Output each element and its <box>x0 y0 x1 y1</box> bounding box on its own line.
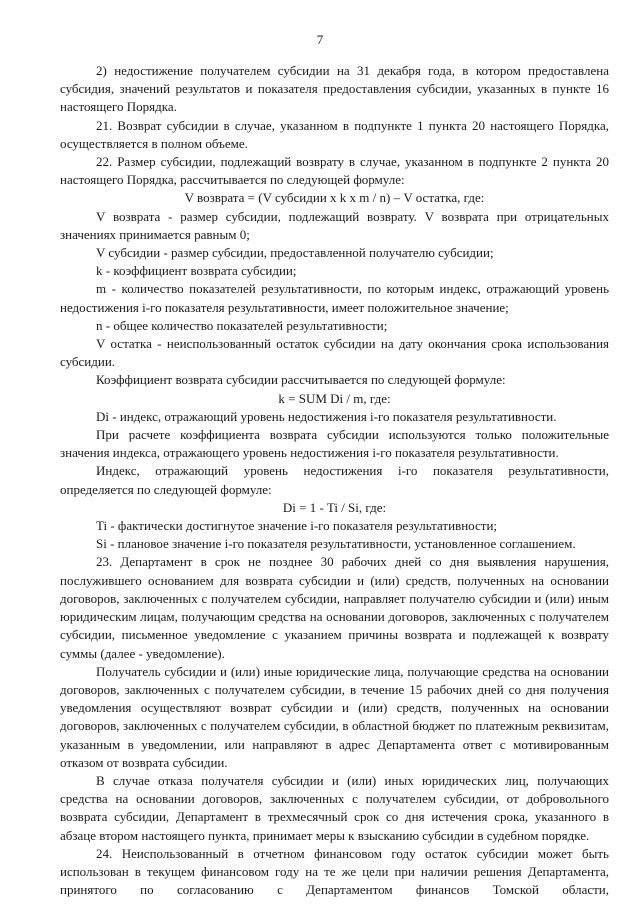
paragraph: V возврата - размер субсидии, подлежащий возврату. V возврата при отрицательных значениях принимается равным 0; <box>60 208 609 242</box>
document-body <box>60 62 609 899</box>
formula: V возврата = (V субсидии x k x m / n) – V остатка, где: <box>184 190 485 206</box>
paragraph: При расчете коэффициента возврата субсидии используются только положительные значения индекса, отражающего уровень недостижения i-го показателя результативности. <box>60 427 609 461</box>
paragraph: 21. Возврат субсидии в случае, указанном в подпункте 1 пункта 20 настоящего Порядка, осуществляется в полном объеме. <box>60 117 609 151</box>
paragraph: n - общее количество показателей результативности; <box>96 317 388 333</box>
paragraph: Di - индекс, отражающий уровень недостижения i-го показателя результативности. <box>96 408 557 424</box>
paragraph: 22. Размер субсидии, подлежащий возврату в случае, указанном в подпункте 2 пункта 20 настоящего Порядка, рассчитывается по следующей формуле: <box>60 154 609 188</box>
paragraph: 23. Департамент в срок не позднее 30 рабочих дней со дня выявления нарушения, послужившего основанием для возврата субсидии и (или) средств, полученных на основании договоров, заключенных с получателем субсидии, направляет получателю субсидии и (или) иным юридическим лицам, получающим средства на основании договоров, заключенных с получателем субсидии, письменное уведомление с указанием причины возврата и подлежащей к возврату суммы (далее - уведомление). <box>60 554 609 661</box>
paragraph: 2) недостижение получателем субсидии на 31 декабря года, в котором предоставлена субсидия, значений результатов и показателя предоставления субсидии, указанных в пункте 16 настоящего Порядка. <box>60 63 609 115</box>
formula: Di = 1 - Ti / Si, где: <box>282 499 387 515</box>
paragraph: Получатель субсидии и (или) иные юридические лица, получающие средства на основании договоров, заключенных с получателем субсидии, в течение 15 рабочих дней со дня получения уведомления осуществляют возврат субсидии и (или) средств, полученных на основании договоров, заключенных с получателем субсидии, в областной бюджет по платежным реквизитам, указанным в уведомлении, или направляют в адрес Департамента ответ с мотивированным отказом от возврата субсидии. <box>60 663 609 770</box>
paragraph: m - количество показателей результативности, по которым индекс, отражающий уровень недостижения i-го показателя результативности, имеет положительное значение; <box>60 281 609 315</box>
paragraph: Ti - фактически достигнутое значение i-го показателя результативности; <box>96 518 498 534</box>
paragraph: V остатка - неиспользованный остаток субсидии на дату окончания срока использования субсидии. <box>60 336 609 370</box>
paragraph: В случае отказа получателя субсидии и (или) иных юридических лиц, получающих средства на основании договоров, заключенных с получателем субсидии, от добровольного возврата субсидии, Департамент в трехмесячный срок со дня истечения срока, указанного в абзаце втором настоящего пункта, принимает меры к взысканию субсидии в судебном порядке. <box>60 772 609 843</box>
paragraph: V субсидии - размер субсидии, предоставленной получателю субсидии; <box>96 245 494 261</box>
paragraph: k - коэффициент возврата субсидии; <box>96 263 297 279</box>
paragraph: Коэффициент возврата субсидии рассчитывается по следующей формуле: <box>96 372 506 388</box>
paragraph: 24. Неиспользованный в отчетном финансовом году остаток субсидии может быть использован в текущем финансовом году на те же цели при наличии решения Департамента, принятого по согласованию с Департаментом финансов Томской области, <box>60 845 609 898</box>
formula: k = SUM Di / m, где: <box>278 390 391 406</box>
paragraph: Si - плановое значение i-го показателя результативности, установленное соглашением. <box>96 536 576 552</box>
page-number: 7 <box>316 32 324 47</box>
paragraph: Индекс, отражающий уровень недостижения i-го показателя результативности, определяется по следующей формуле: <box>60 463 609 497</box>
